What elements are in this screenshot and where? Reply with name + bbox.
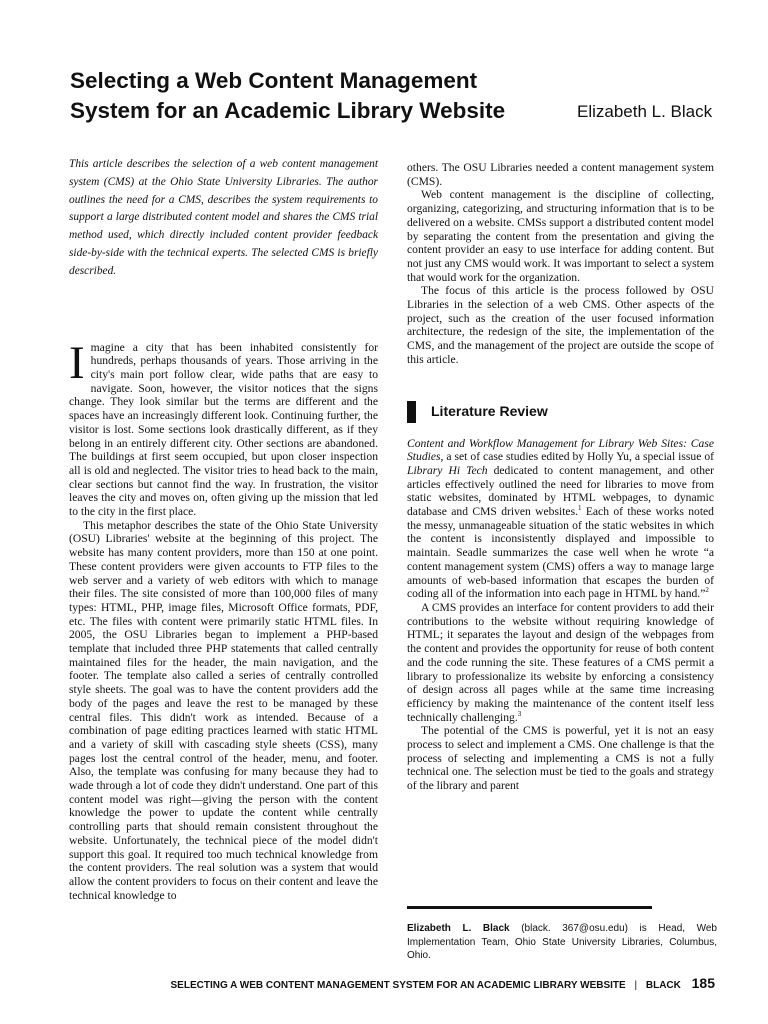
section-heading-text: Literature Review: [431, 402, 548, 419]
text-run: Each of these works noted the messy, unmanageable situation of the static websites in which the content is inconsistently displayed and impossible to maintain. Seadle summarizes the case well when he wrote “a content management system (CMS) offers a way to manage large amounts of web-based information that escapes the burden of coding all of the information into each page in HTML by hand.”: [407, 505, 714, 601]
title-line-2: System for an Academic Library Website: [70, 98, 506, 123]
footnote-ref: 1: [577, 504, 582, 513]
footer-author: BLACK: [645, 980, 681, 991]
text-run: dedicated to content management, and other articles effectively outlined the need for libraries to move from static websites, dominated by HTML webpages, to dynamic database and CMS driven websites.: [407, 463, 714, 519]
intro-paragraph: [69, 336, 378, 519]
body-paragraph: Web content management is the discipline of collecting, organizing, categorizing, and structuring information that is to be delivered on a website. CMSs support a distributed content model by separating the content from the presentation and giving the content provider an easy to use interface for adding content. But not just any CMS would work. It was important to select a system that would work for the organization.: [407, 188, 714, 284]
bio-text: (black. 367@osu.edu) is Head, Web Implementation Team, Ohio State University Libraries, Columbus, Ohio.: [407, 923, 717, 961]
author-bio: [407, 922, 717, 963]
drop-cap: I: [69, 336, 85, 389]
body-paragraph: This metaphor describes the state of the Ohio State University (OSU) Libraries' website at the beginning of this project. The website has many content providers, more than 150 at one point. These content providers were given accounts to FTP files to the web server and a variety of web editors with which to manage their files. The site consisted of more than 100,000 files of many types: HTML, PHP, image files, Microsoft Office formats, PDF, etc. The files with content were primarily static HTML files. In 2005, the OSU Libraries began to implement a PHP-based template that included three PHP statements that called centrally maintained files for the header, the main navigation, and the footer. The template also called a series of centrally controlled style sheets. The goal was to have the content providers add the body of the pages and leave the rest to be managed by these central files. This didn't work as intended. Because of a combination of page editing practices learned with static HTML and a variety of skill with cascading style sheets (CSS), many pages lost the central control of the header, menu, and footer. Also, the template was confusing for many because they had to wade through a lot of code they didn't understand. One part of this content model was right—giving the person with the content knowledge the power to update the content while centrally controlling parts that should remain consistent throughout the website. Unfortunately, the technical piece of the model didn't support this goal. It required too much technical knowledge from the content providers. The real solution was a system that would allow the content providers to focus on their content and leave the technical knowledge to: [69, 518, 378, 902]
title-line-1: Selecting a Web Content Management: [70, 68, 478, 93]
book-title: Content and Workflow Management for Library Web Sites: Case Studies: [407, 436, 714, 464]
section-heading: [407, 401, 714, 423]
bio-divider: [407, 906, 652, 909]
page-number: 185: [691, 975, 715, 991]
abstract-text: This article describes the selection of a web content management system (CMS) at the Ohio State University Libraries. The author outlines the need for a CMS, describes the system requirements to support a large distributed content model and shares the CMS trial method used, which directly included content provider feedback side-by-side with the technical experts. The selected CMS is briefly described.: [69, 158, 378, 277]
right-column: [407, 161, 714, 793]
footer-separator: |: [634, 980, 638, 991]
section-bar-icon: [407, 401, 416, 423]
page-footer: [160, 975, 715, 991]
bio-name: Elizabeth L. Black: [407, 923, 510, 934]
text-run: , a set of case studies edited by Holly Yu, a special issue of: [440, 450, 714, 464]
footnote-ref: 2: [705, 586, 709, 595]
left-column: [69, 156, 378, 902]
body-paragraph: The focus of this article is the process followed by OSU Libraries in the selection of a web CMS. Other aspects of the project, such as the creation of the user focused information architecture, the redesign of the site, the implementation of the CMS, and the management of the project are outside the scope of this article.: [407, 284, 714, 366]
body-paragraph: The potential of the CMS is powerful, yet it is not an easy process to select and implement a CMS. One challenge is that the process of selecting and implementing a CMS is not a fully technical one. The selection must be tied to the goals and strategy of the library and parent: [407, 724, 714, 793]
article-title: [70, 66, 630, 126]
journal-title: Library Hi Tech: [407, 463, 488, 477]
text-run: A CMS provides an interface for content providers to add their contributions to the website without requiring knowledge of HTML; it separates the layout and design of the webpages from the content and provides the opportunity for reuse of both content and the code running the site. These features of a CMS permit a library to professionalize its website by enforcing a consistency of design across all pages while at the same time increasing efficiency by making the maintenance of the content itself less technically challenging.: [407, 600, 714, 724]
footnote-ref: 3: [517, 709, 522, 718]
intro-text: magine a city that has been inhabited consistently for hundreds, perhaps thousands of years. Those arriving in the city's main port follow clear, wide paths that are easy to navigate. Soon, however, the visitor notices that the signs change. They look similar but the terms are different and the spaces have an increasingly different look. Continuing further, the visitor is lost. Some sections look drastically different, as if they belong in an entirely different city. Other sections are abandoned. The buildings at first seem occupied, but upon closer inspection all is old and neglected. The visitor tries to head back to the main, clear sections but cannot find the way. In frustration, the visitor leaves the city and moves on, often giving up the mission that led to the city in the first place.: [69, 340, 378, 519]
body-paragraph: others. The OSU Libraries needed a content management system (CMS).: [407, 161, 714, 188]
author-name: Elizabeth L. Black: [577, 102, 713, 121]
lit-review-paragraph: [407, 437, 714, 601]
abstract: [69, 156, 378, 281]
body-paragraph: [407, 601, 714, 724]
running-title: SELECTING A WEB CONTENT MANAGEMENT SYSTEM FOR AN ACADEMIC LIBRARY WEBSITE: [170, 980, 626, 991]
